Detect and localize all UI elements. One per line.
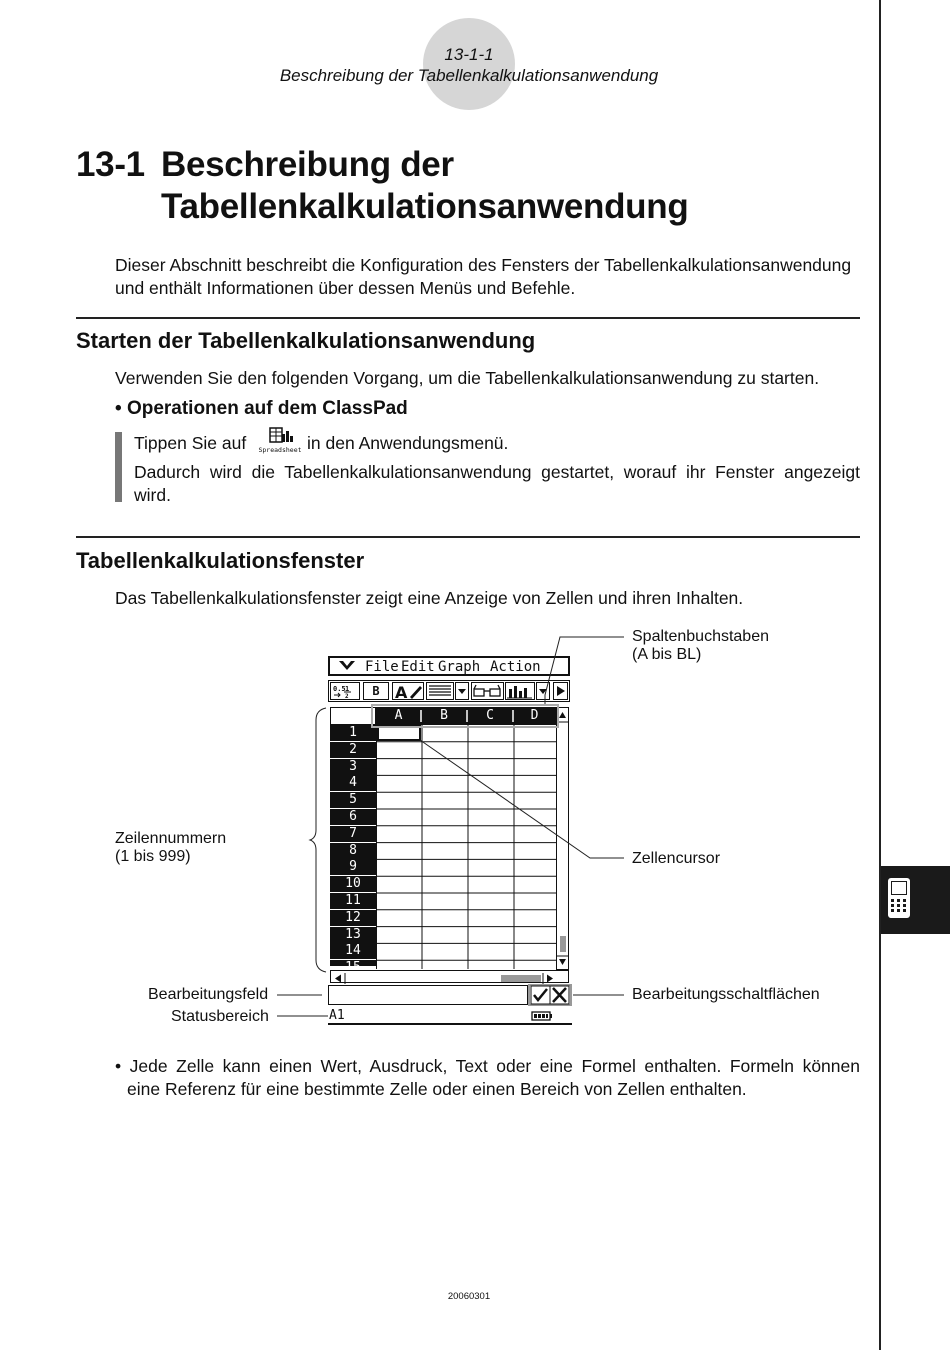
row-header-7[interactable]: 7 — [330, 826, 376, 842]
menu-bar — [328, 656, 570, 676]
margin-rule — [879, 0, 881, 1350]
edit-buttons — [528, 984, 572, 1006]
row-header-12[interactable]: 12 — [330, 910, 376, 926]
svg-text:1: 1 — [345, 685, 350, 693]
scroll-down-icon — [559, 959, 566, 965]
svg-text:0.5: 0.5 — [333, 685, 346, 693]
running-title: Beschreibung der Tabellenkalkulationsanwendung — [279, 66, 659, 85]
section-heading-fenster: Tabellenkalkulationsfenster — [76, 548, 365, 573]
toolbar — [328, 680, 570, 702]
vertical-scrollbar[interactable] — [556, 707, 569, 970]
row-header-5[interactable]: 5 — [330, 792, 376, 808]
status-cell-ref: A1 — [329, 1008, 345, 1023]
calculator-icon — [881, 866, 950, 934]
tap-text-after: in den Anwendungsmenü. — [307, 433, 509, 453]
edit-field[interactable] — [328, 985, 528, 1005]
section-text-starten: Verwenden Sie den folgenden Vorgang, um die Tabellenkalkulationsanwendung zu starten. — [115, 368, 820, 388]
scroll-up-icon — [559, 712, 566, 718]
callout-edit-buttons: Bearbeitungsschaltflächen — [632, 986, 820, 1003]
scroll-right-icon — [547, 975, 553, 983]
section-divider — [76, 317, 860, 319]
row-header-2[interactable]: 2 — [330, 742, 376, 758]
tap-text-before: Tippen Sie auf — [134, 433, 247, 453]
spreadsheet-icon-label: Spreadsheet — [258, 446, 302, 454]
fraction-decimal-icon[interactable] — [330, 682, 360, 700]
chapter-title-line1: Beschreibung der — [161, 145, 454, 184]
footer-code: 20060301 — [447, 1291, 491, 1302]
page-number: 13-1-1 — [444, 45, 494, 64]
section-heading-starten: Starten der Tabellenkalkulationsanwendung — [76, 328, 536, 353]
ops-heading-text: Operationen auf dem ClassPad — [126, 398, 408, 419]
result-line2: wird. — [134, 485, 171, 505]
row-header-14[interactable]: 14 — [330, 943, 376, 959]
column-header-a[interactable]: A — [394, 708, 403, 723]
menu-action[interactable]: Action — [490, 659, 541, 675]
row-header-1[interactable]: 1 — [330, 725, 376, 741]
row-header-10[interactable]: 10 — [330, 876, 376, 892]
cell-cursor[interactable] — [377, 725, 421, 741]
chapter-title-line2: Tabellenkalkulationsanwendung — [161, 187, 689, 226]
callout-status-area: Statusbereich — [171, 1008, 269, 1025]
ops-heading — [115, 397, 408, 420]
horizontal-scrollbar[interactable] — [330, 970, 569, 983]
row-header-11[interactable]: 11 — [330, 893, 376, 909]
graph-dropdown-icon[interactable] — [536, 682, 550, 700]
svg-text:2: 2 — [345, 693, 349, 700]
column-separators — [376, 707, 556, 725]
row-header-9[interactable]: 9 — [330, 859, 376, 875]
toolbar-scroll-right-icon[interactable] — [553, 682, 568, 700]
column-header-row — [376, 707, 556, 725]
row-header-13[interactable]: 13 — [330, 927, 376, 943]
column-header-b[interactable]: B — [440, 708, 448, 723]
callout-row-numbers: Zeilennummern (1 bis 999) — [115, 830, 227, 865]
callout-cell-cursor: Zellencursor — [632, 850, 721, 867]
spreadsheet-app-icon — [256, 426, 304, 456]
operation-marker-bar — [115, 432, 122, 502]
section-divider — [76, 536, 860, 538]
callout-column-letters: Spaltenbuchstaben (A bis BL) — [632, 628, 769, 663]
section-text-fenster: Das Tabellenkalkulationsfenster zeigt eine Anzeige von Zellen und ihren Inhalten. — [115, 588, 744, 608]
callout-edit-field: Bearbeitungsfeld — [148, 986, 269, 1003]
bullet-note-line2: eine Referenz für eine bestimmte Zelle oder einen Bereich von Zellen enthalten. — [127, 1079, 747, 1099]
menu-file[interactable]: File — [365, 659, 399, 675]
menu-dropdown-icon — [338, 660, 356, 672]
scroll-left-icon — [335, 975, 341, 983]
chapter-tab — [881, 866, 950, 934]
bar-graph-icon[interactable] — [505, 682, 535, 700]
grid-corner — [330, 707, 376, 725]
row-header-4[interactable]: 4 — [330, 775, 376, 791]
text-edit-icon[interactable] — [392, 682, 424, 700]
svg-text:A: A — [395, 683, 408, 702]
align-dropdown-icon[interactable] — [455, 682, 469, 700]
bold-button[interactable]: B — [363, 682, 389, 700]
status-bar — [328, 1008, 572, 1025]
bullet-dot: • — [115, 398, 127, 419]
intro-line1: Dieser Abschnitt beschreibt die Konfiguration des Fensters der Tabellenkalkulationsanwendung — [115, 255, 852, 275]
column-header-c[interactable]: C — [486, 708, 494, 723]
column-header-d[interactable]: D — [530, 708, 539, 723]
row-header-8[interactable]: 8 — [330, 843, 376, 859]
align-icon[interactable] — [426, 682, 454, 700]
cell-grid[interactable] — [376, 725, 557, 969]
view-glasses-icon[interactable] — [471, 682, 504, 700]
row-header-15[interactable]: 15 — [330, 960, 376, 966]
menu-edit[interactable]: Edit — [401, 659, 435, 675]
bullet-note-line1: • Jede Zelle kann einen Wert, Ausdruck, Text oder eine Formel enthalten. Formeln können — [115, 1056, 860, 1076]
intro-line2: und enthält Informationen über dessen Menüs und Befehle. — [115, 278, 576, 298]
battery-icon — [531, 1011, 553, 1021]
chapter-number: 13-1 — [76, 145, 145, 184]
row-header-3[interactable]: 3 — [330, 759, 376, 775]
row-header-6[interactable]: 6 — [330, 809, 376, 825]
result-line1: Dadurch wird die Tabellenkalkulationsanwendung gestartet, worauf ihr Fenster angezeigt — [134, 462, 860, 482]
menu-graph[interactable]: Graph — [438, 659, 481, 675]
